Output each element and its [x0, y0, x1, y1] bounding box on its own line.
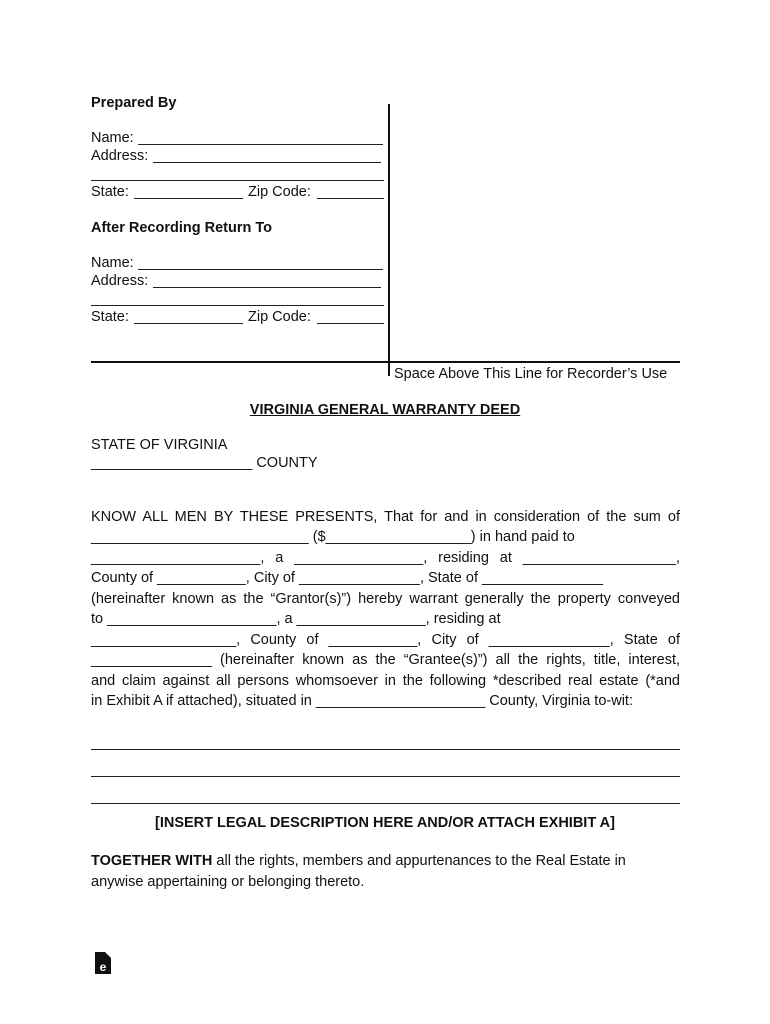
return-to-state-field[interactable] [134, 323, 243, 324]
body-line: __________________, County of ___________, City of _______________, State of [91, 632, 680, 648]
prepared-by-heading: Prepared By [91, 95, 177, 111]
prepared-by-zip-field[interactable] [317, 198, 384, 199]
body-line: in Exhibit A if attached), situated in _____________________ County, Virginia to-wit: [91, 693, 633, 709]
legal-description-line-1[interactable] [91, 749, 680, 750]
return-to-zip-field[interactable] [317, 323, 384, 324]
prepared-by-address-field[interactable] [153, 162, 381, 163]
return-to-zip-label: Zip Code: [248, 309, 311, 325]
body-line: (hereinafter known as the “Grantor(s)”) hereby warrant generally the property conveyed [91, 591, 680, 607]
state-line: STATE OF VIRGINIA [91, 437, 228, 453]
prepared-by-state-label: State: [91, 184, 129, 200]
body-line: ___________________________ ($__________________) in hand paid to [91, 529, 575, 545]
document-logo-icon [95, 952, 111, 974]
together-with-bold: TOGETHER WITH [91, 853, 213, 869]
recorder-vertical-rule [388, 104, 390, 376]
svg-text:e: e [99, 960, 107, 974]
body-line: KNOW ALL MEN BY THESE PRESENTS, That for and in consideration of the sum of [91, 509, 680, 525]
together-with-line-1 [91, 852, 680, 870]
legal-description-line-3[interactable] [91, 803, 680, 804]
body-line: _______________ (hereinafter known as the “Grantee(s)”) all the rights, title, interest, [91, 652, 680, 668]
prepared-by-name-field[interactable] [138, 144, 383, 145]
body-line: County of ___________, City of _______________, State of _______________ [91, 570, 603, 586]
return-to-state-label: State: [91, 309, 129, 325]
together-with-text: all the rights, members and appurtenances to the Real Estate in [212, 853, 626, 869]
return-to-address-field-2[interactable] [91, 305, 384, 306]
together-with-line-2: anywise appertaining or belonging thereto. [91, 874, 365, 890]
return-to-heading: After Recording Return To [91, 220, 272, 236]
body-line: to _____________________, a ________________, residing at [91, 611, 501, 627]
prepared-by-name-label: Name: [91, 130, 134, 146]
prepared-by-zip-label: Zip Code: [248, 184, 311, 200]
recorder-note: Space Above This Line for Recorder’s Use [394, 366, 668, 382]
legal-description-placeholder: [INSERT LEGAL DESCRIPTION HERE AND/OR ATTACH EXHIBIT A] [155, 815, 615, 831]
return-to-name-label: Name: [91, 255, 134, 271]
county-line: ____________________ COUNTY [91, 455, 318, 471]
body-line: and claim against all persons whomsoever in the following *described real estate (*and [91, 673, 680, 689]
prepared-by-state-field[interactable] [134, 198, 243, 199]
return-to-name-field[interactable] [138, 269, 383, 270]
recorder-horizontal-rule [91, 361, 680, 363]
prepared-by-address-field-2[interactable] [91, 180, 384, 181]
deed-title: VIRGINIA GENERAL WARRANTY DEED [249, 402, 521, 418]
return-to-address-label: Address: [91, 273, 149, 289]
return-to-address-field[interactable] [153, 287, 381, 288]
prepared-by-address-label: Address: [91, 148, 149, 164]
body-line: _____________________, a ________________, residing at ___________________, [91, 550, 680, 566]
legal-description-line-2[interactable] [91, 776, 680, 777]
